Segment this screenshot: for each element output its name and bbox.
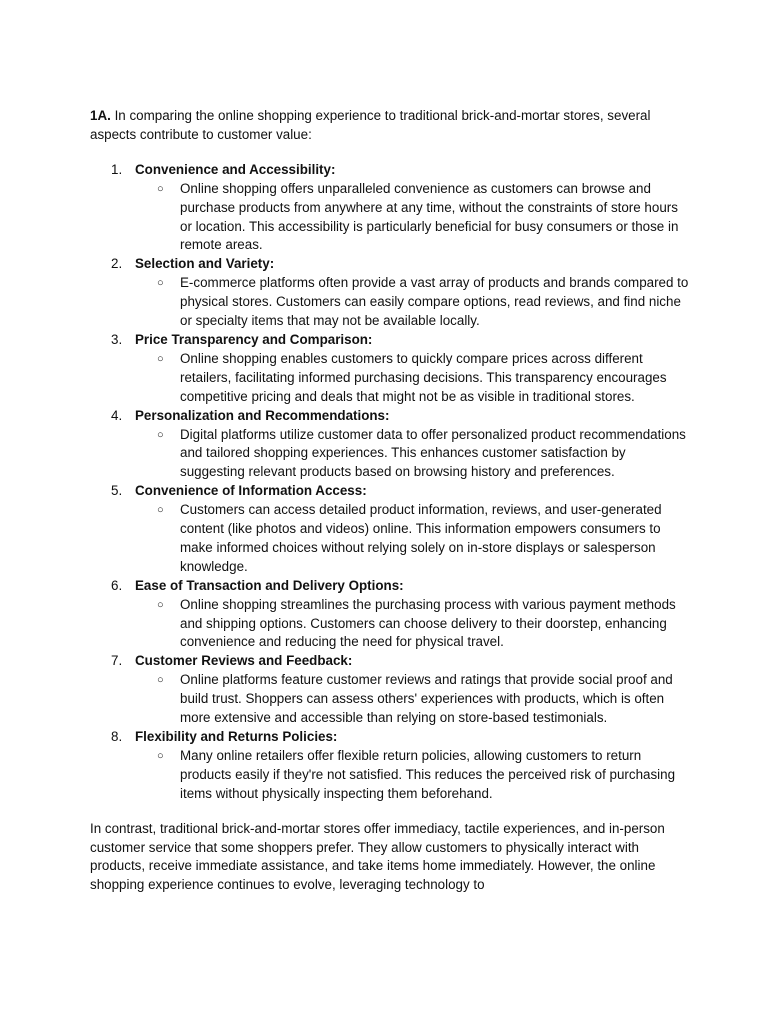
item-number: 1.: [111, 161, 123, 177]
item-heading: Ease of Transaction and Delivery Options:: [135, 577, 404, 593]
list-item: [90, 161, 690, 256]
list-item: [90, 577, 690, 653]
item-number: 8.: [111, 729, 123, 744]
item-heading: Customer Reviews and Feedback:: [135, 653, 353, 669]
list-item: [90, 652, 690, 728]
hollow-bullet-icon: ○: [157, 749, 164, 762]
item-number: 7.: [111, 653, 123, 669]
item-detail-text: E-commerce platforms often provide a vast array of products and brands compared to physical stores. Customers can easily compare options, read reviews, and find niche or specialty items that may not be available locally.: [180, 275, 689, 329]
hollow-bullet-icon: ○: [157, 674, 164, 687]
intro-paragraph: [90, 107, 690, 145]
list-item: [90, 482, 690, 577]
item-detail: [135, 180, 690, 256]
item-detail-text: Many online retailers offer flexible return policies, allowing customers to return products easily if they're not satisfied. This reduces the perceived risk of purchasing items without physically inspecting them beforehand.: [180, 747, 676, 801]
list-item: [90, 728, 690, 804]
item-heading: Convenience of Information Access:: [135, 483, 367, 499]
item-number: 2.: [111, 256, 123, 272]
item-detail: [135, 747, 690, 804]
hollow-bullet-icon: ○: [157, 182, 164, 195]
closing-paragraph: In contrast, traditional brick-and-mortar stores offer immediacy, tactile experiences, and in-person customer service that some shoppers prefer. They allow customers to physically interact with products, receive immediate assistance, and take items home immediately. However, the online shopping experience continues to evolve, leveraging technology to: [90, 820, 665, 893]
aspects-list: [90, 161, 690, 804]
item-detail-text: Digital platforms utilize customer data to offer personalized product recommendations and tailored shopping experiences. This enhances customer satisfaction by suggesting relevant products based on browsing history and preferences.: [180, 426, 686, 480]
item-detail: [135, 274, 690, 331]
item-detail: [135, 350, 690, 407]
list-item: [90, 255, 690, 331]
intro-text: In comparing the online shopping experience to traditional brick-and-mortar stores, several aspects contribute to customer value:: [90, 108, 651, 142]
item-number: 6.: [111, 577, 123, 593]
document-page: [90, 107, 690, 895]
item-detail-text: Customers can access detailed product information, reviews, and user-generated content (like photos and videos) online. This information empowers consumers to make informed choices without relying solely on in-store displays or salesperson knowledge.: [180, 502, 662, 574]
list-item: [90, 407, 690, 483]
item-detail-text: Online shopping enables customers to quickly compare prices across different retailers, facilitating informed purchasing decisions. This transparency encourages competitive pricing and deals that might not be as visible in traditional stores.: [180, 350, 667, 404]
item-heading: Flexibility and Returns Policies:: [135, 729, 338, 744]
item-detail: [135, 501, 690, 577]
item-number: 3.: [111, 331, 123, 347]
item-number: 4.: [111, 407, 123, 423]
item-detail: [135, 671, 690, 728]
item-detail-text: Online platforms feature customer reviews and ratings that provide social proof and build trust. Shoppers can assess others' experiences with products, which is often more extensive and accessible than relying on store-based testimonials.: [180, 672, 673, 726]
section-label: 1A.: [90, 108, 111, 123]
hollow-bullet-icon: ○: [157, 598, 164, 611]
item-number: 5.: [111, 483, 123, 499]
item-detail-text: Online shopping streamlines the purchasing process with various payment methods and shipping options. Customers can choose delivery to their doorstep, enhancing convenience and reducing the need for physical travel.: [180, 596, 676, 650]
item-heading: Convenience and Accessibility:: [135, 161, 336, 177]
hollow-bullet-icon: ○: [157, 277, 164, 290]
item-detail: [135, 426, 690, 483]
hollow-bullet-icon: ○: [157, 352, 164, 365]
hollow-bullet-icon: ○: [157, 428, 164, 441]
hollow-bullet-icon: ○: [157, 504, 164, 517]
item-heading: Selection and Variety:: [135, 256, 275, 272]
item-heading: Personalization and Recommendations:: [135, 407, 390, 423]
item-detail: [135, 596, 690, 653]
item-detail-text: Online shopping offers unparalleled convenience as customers can browse and purchase products from anywhere at any time, without the constraints of store hours or location. This accessibility is particularly beneficial for busy consumers or those in remote areas.: [180, 180, 679, 253]
list-item: [90, 331, 690, 407]
item-heading: Price Transparency and Comparison:: [135, 331, 373, 347]
